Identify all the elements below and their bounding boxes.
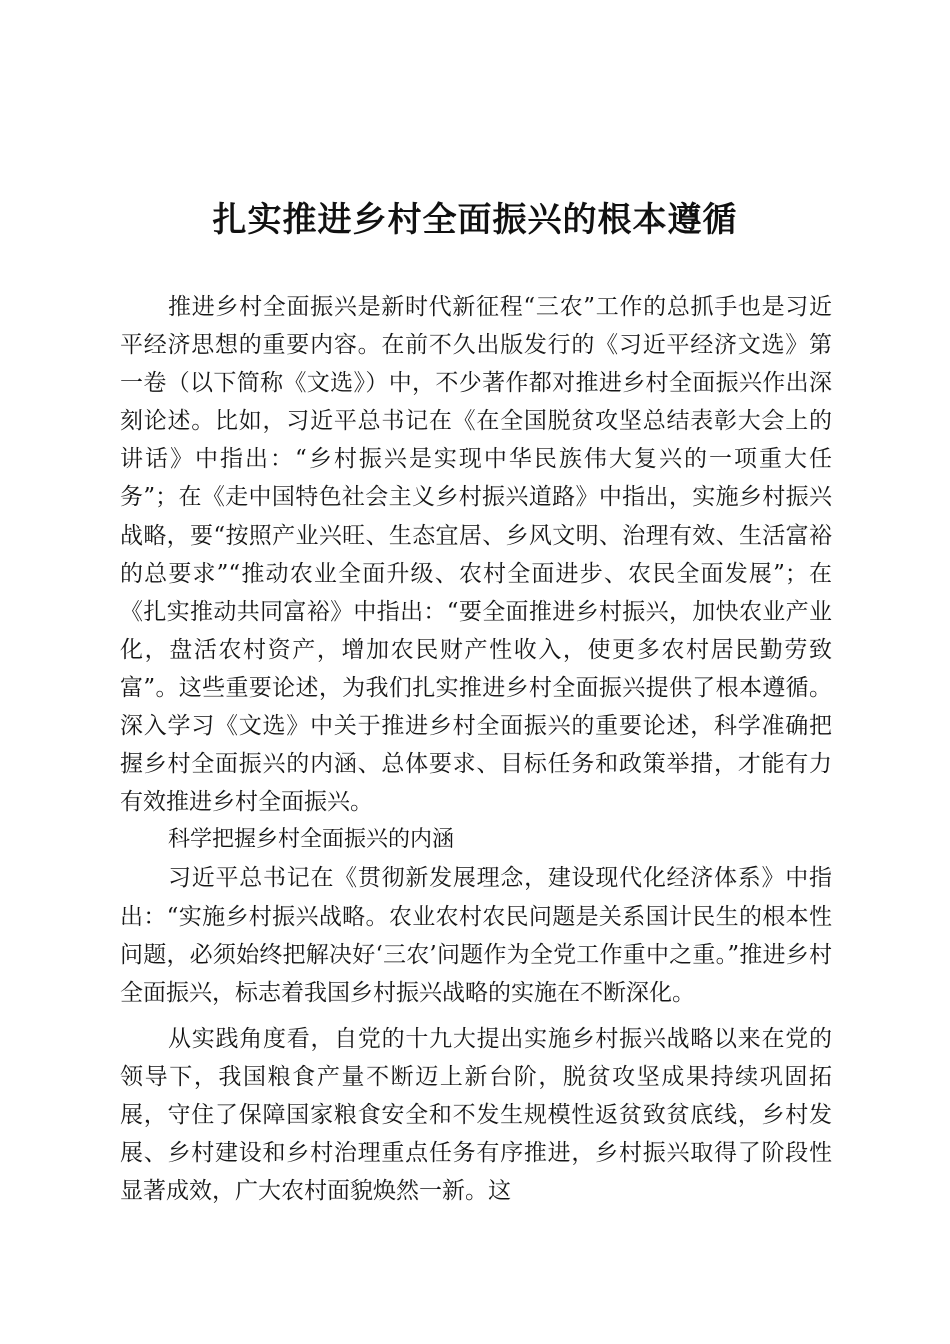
document-title: 扎实推进乡村全面振兴的根本遵循 bbox=[212, 200, 738, 240]
section-heading: 科学把握乡村全面振兴的内涵 bbox=[168, 827, 455, 853]
paragraph-practice: 从实践角度看，自党的十九大提出实施乡村振兴战略以来在党的领导下，我国粮食产量不断迈上新台阶，脱贫攻坚成果持续巩固拓展，守住了保障国家粮食安全和不发生规模性返贫致贫底线，乡村发展、乡村建设和乡村治理重点任务有序推进，乡村振兴取得了阶段性显著成效，广大农村面貌焕然一新。这 bbox=[120, 1025, 832, 1205]
paragraph-intro: 推进乡村全面振兴是新时代新征程“三农”工作的总抓手也是习近平经济思想的重要内容。在前不久出版发行的《习近平经济文选》第一卷（以下简称《文选》）中，不少著作都对推进乡村全面振兴作出深刻论述。比如，习近平总书记在《在全国脱贫攻坚总结表彰大会上的讲话》中指出：“乡村振兴是实现中华民族伟大复兴的一项重大任务”；在《走中国特色社会主义乡村振兴道路》中指出，实施乡村振兴战略，要“按照产业兴旺、生态宜居、乡风文明、治理有效、生活富裕的总要求”“推动农业全面升级、农村全面进步、农民全面发展”；在《扎实推动共同富裕》中指出：“要全面推进乡村振兴，加快农业产业化，盘活农村资产，增加农民财产性收入，使更多农村居民勤劳致富”。这些重要论述，为我们扎实推进乡村全面振兴提供了根本遵循。深入学习《文选》中关于推进乡村全面振兴的重要论述，科学准确把握乡村全面振兴的内涵、总体要求、目标任务和政策举措，才能有力有效推进乡村全面振兴。 bbox=[120, 294, 832, 816]
paragraph-connotation: 习近平总书记在《贯彻新发展理念，建设现代化经济体系》中指出：“实施乡村振兴战略。农业农村农民问题是关系国计民生的根本性问题，必须始终把解决好‘三农’问题作为全党工作重中之重。”推进乡村全面振兴，标志着我国乡村振兴战略的实施在不断深化。 bbox=[120, 865, 832, 1006]
document-body bbox=[120, 288, 832, 1210]
